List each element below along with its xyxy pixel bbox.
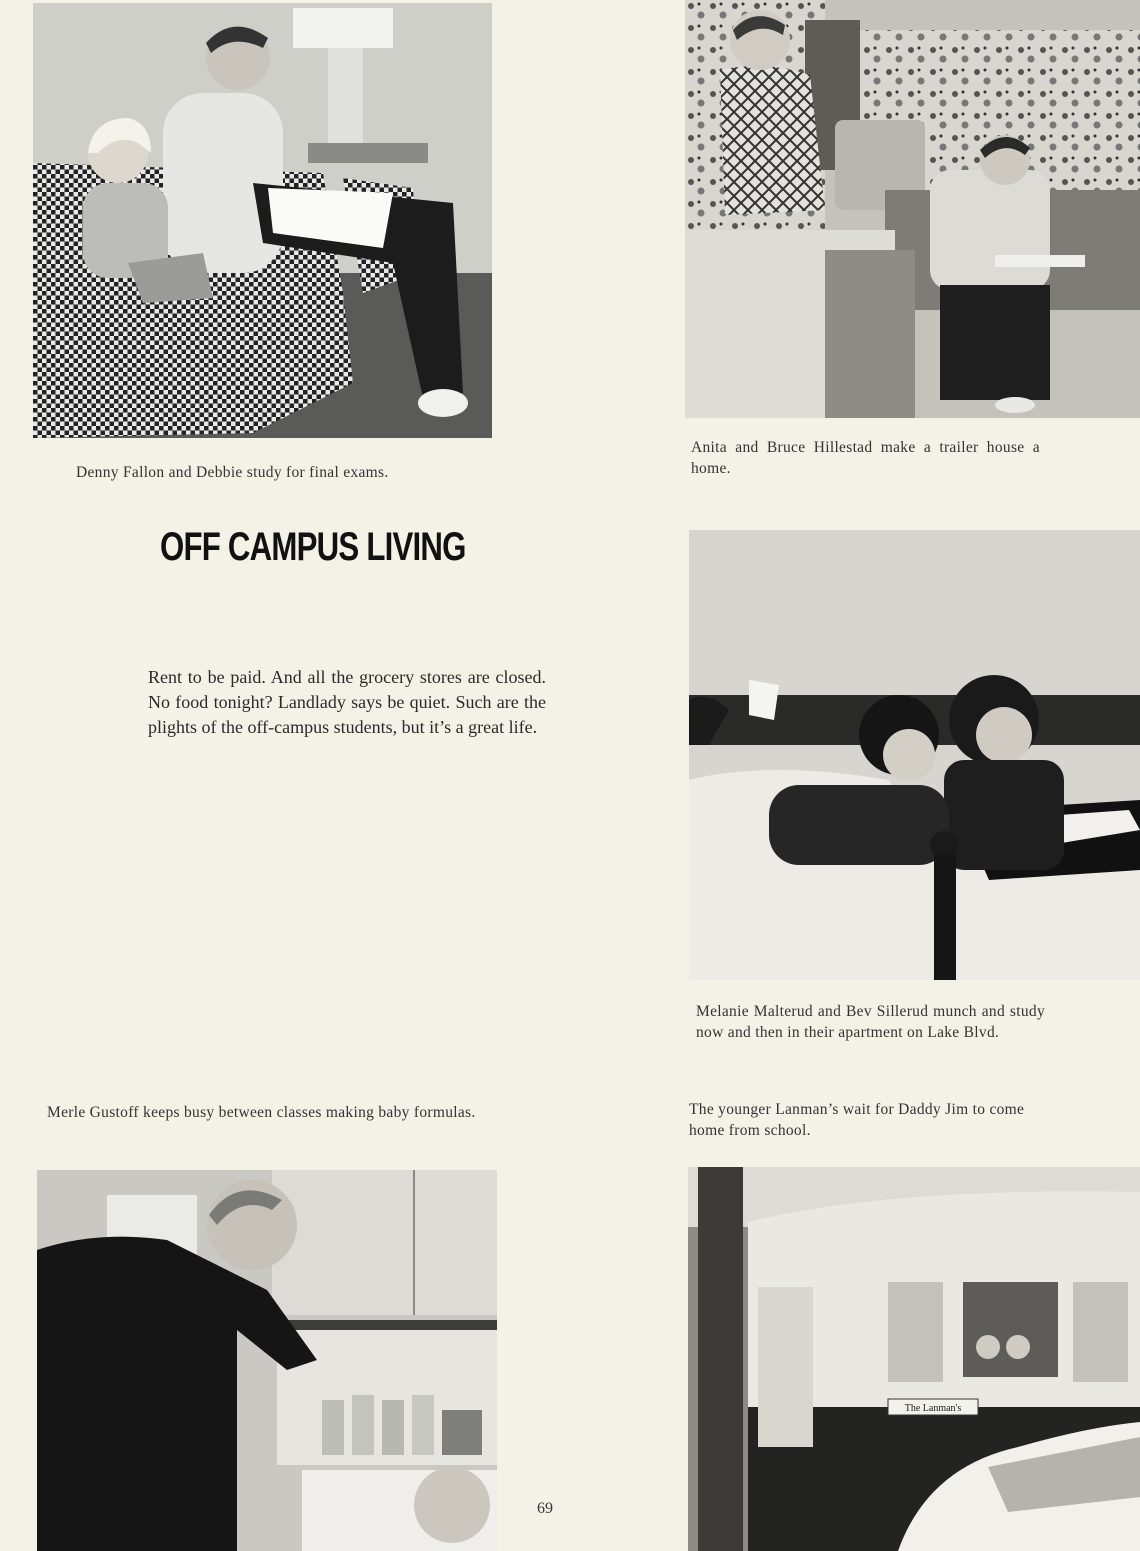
caption-malterud: Melanie Malterud and Bev Sillerud munch and study now and then in their apartment on Lake Blvd. bbox=[696, 1003, 1045, 1041]
caption-fallon: Denny Fallon and Debbie study for final exams. bbox=[76, 464, 389, 481]
caption-hillestad: Anita and Bruce Hillestad make a trailer house a home. bbox=[691, 439, 1040, 477]
photo-lanman-trailer bbox=[688, 1167, 1140, 1551]
photo-malterud-apartment bbox=[689, 530, 1140, 980]
body-text: Rent to be paid. And all the grocery stores are closed. No food tonight? Landlady says be quiet. Such are the plights of the off-campus students, but it’s a great life. bbox=[148, 667, 546, 737]
page-heading: OFF CAMPUS LIVING bbox=[160, 525, 466, 569]
photo-fallon-study bbox=[33, 3, 492, 438]
trailer-sign: The Lanman's bbox=[904, 1403, 962, 1414]
photo-hillestad-trailer bbox=[685, 0, 1140, 418]
photo-gustoff-kitchen bbox=[37, 1170, 497, 1551]
caption-lanman: The younger Lanman’s wait for Daddy Jim to come home from school. bbox=[689, 1101, 1025, 1139]
caption-gustoff: Merle Gustoff keeps busy between classes making baby formulas. bbox=[47, 1104, 476, 1121]
page-number: 69 bbox=[537, 1500, 553, 1517]
